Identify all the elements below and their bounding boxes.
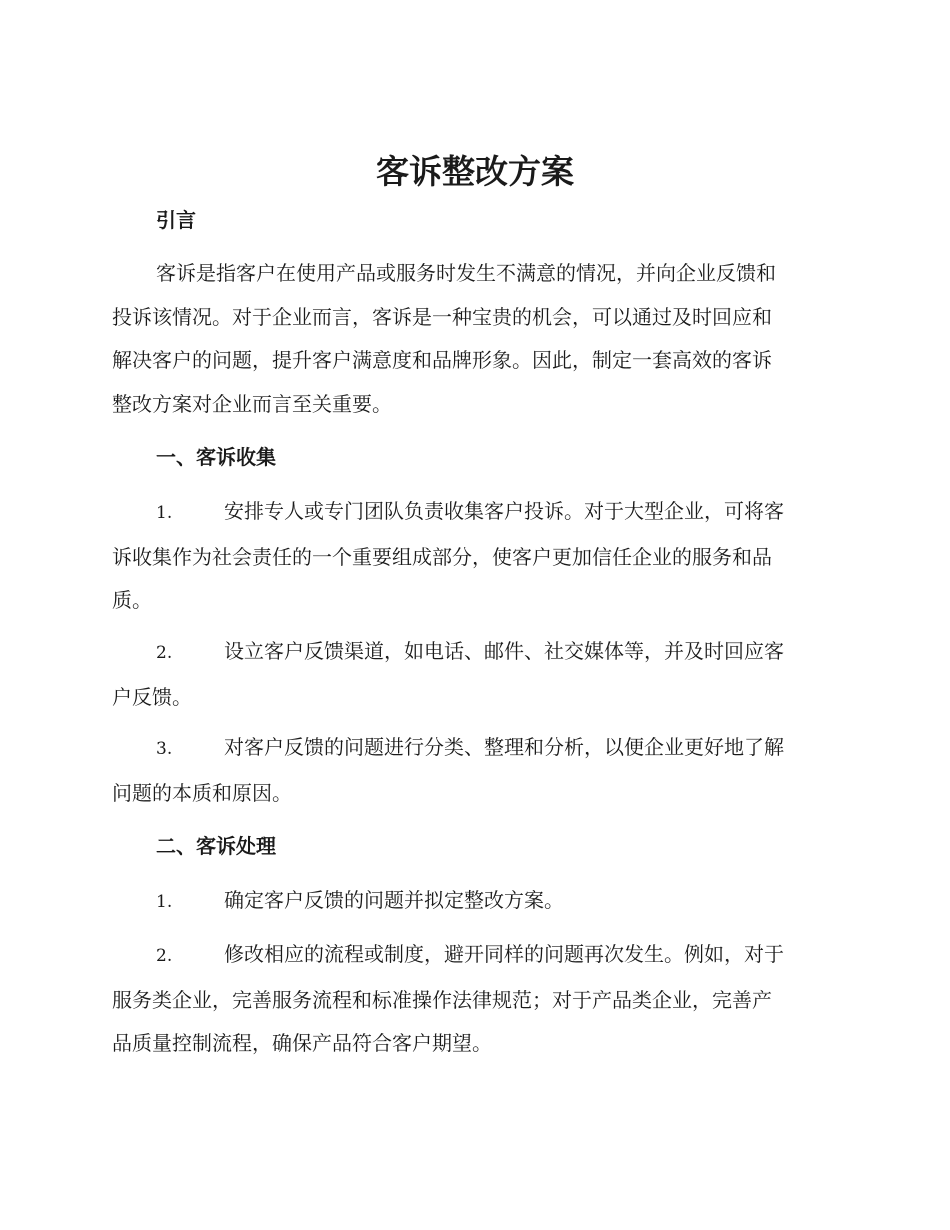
section2-heading: 二、客诉处理 [156, 834, 276, 858]
intro-line: 投诉该情况。对于企业而言，客诉是一种宝贵的机会，可以通过及时回应和 [112, 304, 772, 329]
section2-item-1 [112, 879, 832, 925]
list-item-line: 2. 设立客户反馈渠道，如电话、邮件、社交媒体等，并及时回应客 [112, 630, 832, 676]
intro-line: 解决客户的问题，提升客户满意度和品牌形象。因此，制定一套高效的客诉 [112, 348, 772, 372]
section2-item-2 [112, 933, 832, 1066]
list-number: 2. [156, 946, 173, 966]
list-number: 3. [156, 739, 173, 759]
document-title: 客诉整改方案 [376, 152, 574, 191]
list-number: 2. [156, 643, 173, 663]
list-item-line: 服务类企业，完善服务流程和标准操作法律规范；对于产品类企业，完善产 [112, 987, 772, 1012]
section1-heading: 一、客诉收集 [156, 445, 276, 469]
list-item-line: 1. 确定客户反馈的问题并拟定整改方案。 [112, 879, 832, 925]
intro-line: 客诉是指客户在使用产品或服务时发生不满意的情况，并向企业反馈和 [156, 261, 776, 285]
list-item-line: 问题的本质和原因。 [112, 780, 292, 805]
list-item-line: 诉收集作为社会责任的一个重要组成部分，使客户更加信任企业的服务和品 [112, 544, 772, 569]
list-item-line: 质。 [112, 588, 152, 612]
intro-line: 整改方案对企业而言至关重要。 [112, 391, 392, 416]
intro-heading: 引言 [156, 208, 196, 232]
section1-item-1 [112, 490, 832, 623]
list-item-line: 户反馈。 [112, 684, 192, 709]
list-item-line: 2. 修改相应的流程或制度，避开同样的问题再次发生。例如，对于 [112, 933, 832, 979]
section1-item-2 [112, 630, 832, 719]
list-item-line: 品质量控制流程，确保产品符合客户期望。 [112, 1031, 492, 1055]
list-item-line: 1. 安排专人或专门团队负责收集客户投诉。对于大型企业，可将客 [112, 490, 832, 536]
list-item-line: 3. 对客户反馈的问题进行分类、整理和分析，以便企业更好地了解 [112, 726, 832, 772]
section1-item-3 [112, 726, 832, 815]
intro-paragraph [112, 252, 832, 426]
list-number: 1. [156, 503, 173, 523]
list-number: 1. [156, 892, 173, 912]
